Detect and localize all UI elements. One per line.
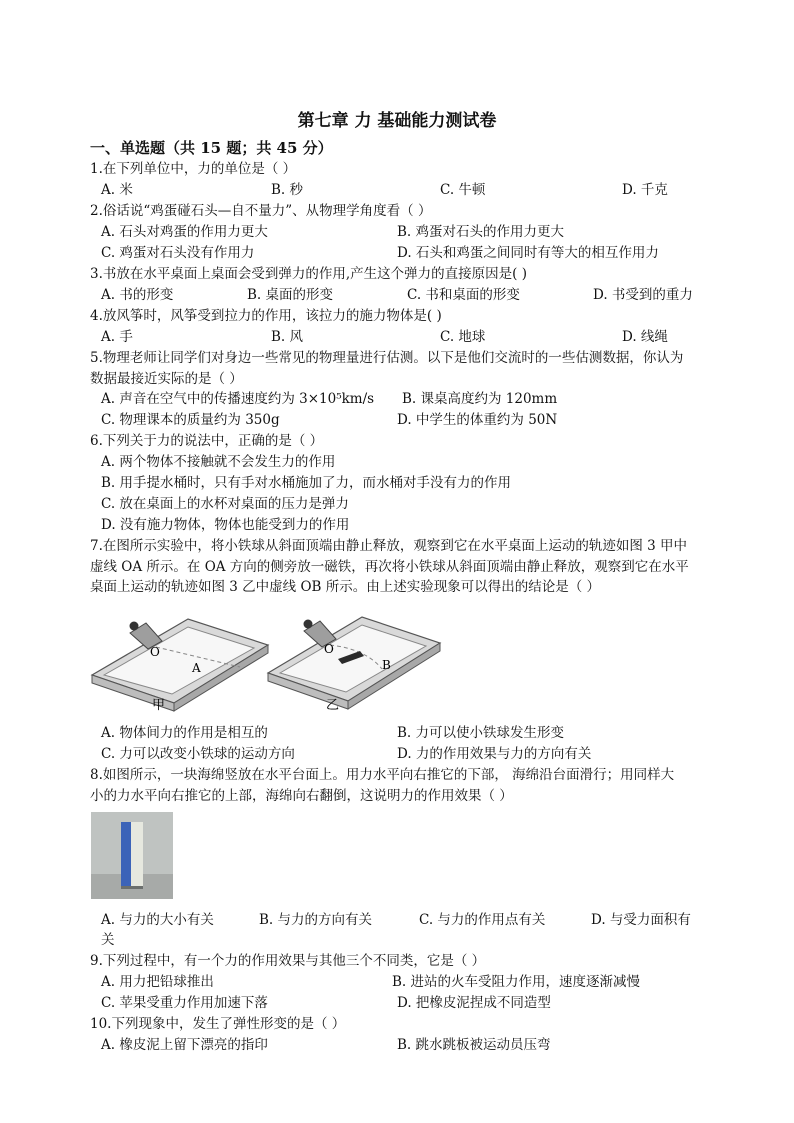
question-10-option-b[interactable]: B. 跳水跳板被运动员压弯 — [397, 1037, 551, 1053]
question-8-option-c[interactable]: C. 与力的作用点有关 — [419, 912, 546, 928]
question-3-stem: 3.书放在水平桌面上桌面会受到弹力的作用,产生这个弹力的直接原因是( ) — [90, 266, 527, 282]
question-7-option-d[interactable]: D. 力的作用效果与力的方向有关 — [397, 746, 592, 762]
question-10-stem: 10.下列现象中，发生了弹性形变的是（ ） — [90, 1016, 346, 1032]
question-3-option-a[interactable]: A. 书的形变 — [101, 287, 174, 303]
question-2-option-a[interactable]: A. 石头对鸡蛋的作用力更大 — [101, 224, 268, 240]
question-4-option-d[interactable]: D. 线绳 — [622, 329, 668, 345]
caption-yi: 乙 — [326, 698, 340, 713]
question-5-option-c[interactable]: C. 物理课本的质量约为 350g — [101, 412, 280, 428]
label-a: A — [192, 661, 201, 675]
question-6-option-d[interactable]: D. 没有施力物体，物体也能受到力的作用 — [101, 517, 350, 533]
question-4-option-c[interactable]: C. 地球 — [440, 329, 486, 345]
label-o: O — [324, 642, 334, 656]
question-5-option-b[interactable]: B. 课桌高度约为 120mm — [402, 391, 558, 407]
sponge-photo — [91, 812, 173, 899]
question-8-stem-line-1: 8.如图所示，一块海绵竖放在水平台面上。用力水平向右推它的下部， 海绵沿台面滑行；用同样大 — [90, 767, 675, 783]
question-4-stem: 4.放风筝时，风筝受到拉力的作用，该拉力的施力物体是( ) — [90, 308, 442, 324]
question-2-stem: 2.俗话说“鸡蛋碰石头—自不量力”、从物理学角度看（ ） — [90, 203, 432, 219]
question-5-option-d[interactable]: D. 中学生的体重约为 50N — [397, 412, 558, 428]
question-7-stem-line-3: 桌面上运动的轨迹如图 3 乙中虚线 OB 所示。由上述实验现象可以得出的结论是（ ） — [90, 579, 601, 595]
question-2-option-d[interactable]: D. 石头和鸡蛋之间同时有等大的相互作用力 — [397, 245, 659, 261]
question-9-option-b[interactable]: B. 进站的火车受阻力作用，速度逐渐减慢 — [392, 974, 641, 990]
question-9-option-a[interactable]: A. 用力把铅球推出 — [101, 974, 214, 990]
question-6-stem: 6.下列关于力的说法中，正确的是（ ） — [90, 433, 324, 449]
figure-7-yi — [266, 603, 442, 715]
label-o: O — [150, 645, 160, 659]
question-5-stem-line-1: 5.物理老师让同学们对身边一些常见的物理量进行估测。以下是他们交流时的一些估测数据，你认为 — [90, 350, 684, 366]
question-7-option-a[interactable]: A. 物体间力的作用是相互的 — [101, 725, 268, 741]
page-title: 第七章 力 基础能力测试卷 — [297, 111, 497, 131]
question-6-option-a[interactable]: A. 两个物体不接触就不会发生力的作用 — [101, 454, 336, 470]
question-1-option-c[interactable]: C. 牛顿 — [440, 182, 486, 198]
question-5-stem-line-2: 数据最接近实际的是（ ） — [90, 371, 243, 387]
question-8-option-b[interactable]: B. 与力的方向有关 — [259, 912, 373, 928]
question-7-option-c[interactable]: C. 力可以改变小铁球的运动方向 — [101, 746, 295, 762]
question-2-option-c[interactable]: C. 鸡蛋对石头没有作用力 — [101, 245, 255, 261]
question-3-option-c[interactable]: C. 书和桌面的形变 — [407, 287, 520, 303]
question-10-option-a[interactable]: A. 橡皮泥上留下漂亮的指印 — [101, 1037, 268, 1053]
question-7-stem-line-1: 7.在图所示实验中，将小铁球从斜面顶端由静止释放，观察到它在水平桌面上运动的轨迹如图 3 甲中 — [90, 538, 688, 554]
question-6-option-b[interactable]: B. 用手提水桶时，只有手对水桶施加了力，而水桶对手没有力的作用 — [101, 475, 512, 491]
label-b: B — [382, 658, 391, 672]
question-8-option-a[interactable]: A. 与力的大小有关 — [101, 912, 214, 928]
question-2-option-b[interactable]: B. 鸡蛋对石头的作用力更大 — [397, 224, 565, 240]
question-8-option-d-wrap: 关 — [101, 932, 115, 948]
question-7-stem-line-2: 虚线 OA 所示。在 OA 方向的侧旁放一磁铁，再次将小铁球从斜面顶端由静止释放，观察到它在水平 — [90, 559, 689, 575]
question-4-option-a[interactable]: A. 手 — [101, 329, 133, 345]
question-4-option-b[interactable]: B. 风 — [271, 329, 304, 345]
question-1-option-d[interactable]: D. 千克 — [622, 182, 668, 198]
question-8-stem-line-2: 小的力水平向右推它的上部，海绵向右翻倒，这说明力的作用效果（ ） — [90, 788, 513, 804]
question-1-stem: 1.在下列单位中，力的单位是（ ） — [90, 161, 297, 177]
question-9-option-d[interactable]: D. 把橡皮泥捏成不同造型 — [397, 995, 551, 1011]
question-7-option-b[interactable]: B. 力可以使小铁球发生形变 — [397, 725, 565, 741]
question-6-option-c[interactable]: C. 放在桌面上的水杯对桌面的压力是弹力 — [101, 496, 349, 512]
question-5-option-a[interactable]: A. 声音在空气中的传播速度约为 3×10⁵km/s — [101, 391, 375, 407]
figure-7-jia — [90, 603, 270, 715]
question-8-option-d[interactable]: D. 与受力面积有 — [591, 912, 691, 928]
section-heading: 一、单选题（共 15 题；共 45 分） — [90, 139, 333, 157]
question-1-option-a[interactable]: A. 米 — [101, 182, 133, 198]
question-3-option-d[interactable]: D. 书受到的重力 — [593, 287, 693, 303]
question-1-option-b[interactable]: B. 秒 — [271, 182, 304, 198]
question-9-stem: 9.下列过程中，有一个力的作用效果与其他三个不同类，它是（ ） — [90, 953, 486, 969]
caption-jia: 甲 — [152, 698, 166, 713]
question-9-option-c[interactable]: C. 苹果受重力作用加速下落 — [101, 995, 268, 1011]
question-3-option-b[interactable]: B. 桌面的形变 — [247, 287, 334, 303]
